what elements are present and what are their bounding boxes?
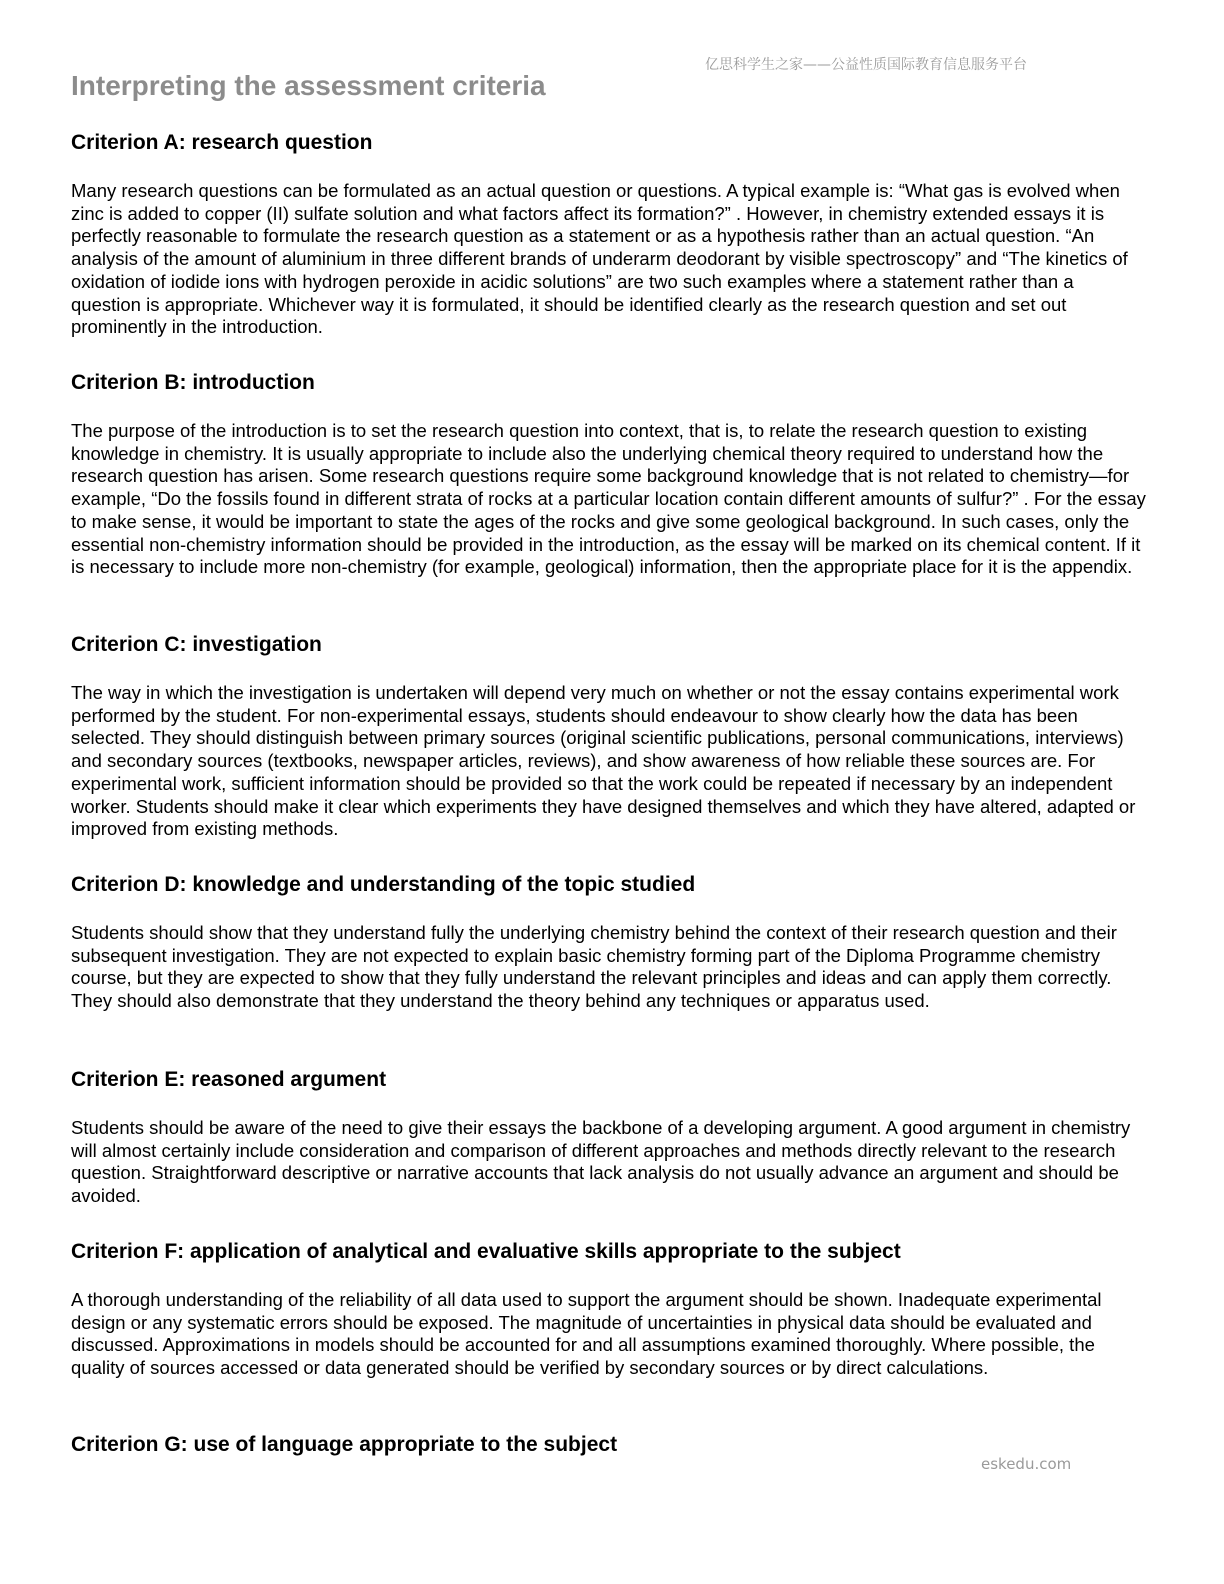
watermark-footer: eskedu.com	[981, 1455, 1072, 1473]
section-body: Students should show that they understand fully the underlying chemistry behind the context of their research question and their subsequent investigation. They are not expected to explain basic chemistry forming part of the Diploma Programme chemistry course, but they are expected to show that they fully understand the relevant principles and ideas and can apply them correctly. They should also demonstrate that they understand the theory behind any techniques or apparatus used.	[71, 922, 1117, 1012]
section-heading: Criterion D: knowledge and understanding of the topic studied	[71, 873, 696, 896]
section-body: The purpose of the introduction is to set the research question into context, that is, to relate the research question to existing knowledge in chemistry. It is usually appropriate to include also the underlying chemical theory required to understand how the research question has arisen. Some research questions require some background knowledge that is not related to chemistry—for example, “Do the fossils found in different strata of rocks at a particular location contain different amounts of sulfur?” . For the essay to make sense, it would be important to state the ages of the rocks and give some geological background. In such cases, only the essential non-chemistry information should be provided in the introduction, as the essay will be marked on its chemical content. If it is necessary to include more non-chemistry (for example, geological) information, then the appropriate place for it is the appendix.	[71, 420, 1146, 578]
section-heading: Criterion G: use of language appropriate to the subject	[71, 1433, 618, 1456]
section-criterion-b	[71, 370, 1146, 579]
section-criterion-e	[71, 1067, 1146, 1208]
section-criterion-d	[71, 872, 1146, 1013]
section-criterion-a	[71, 130, 1146, 339]
section-heading: Criterion E: reasoned argument	[71, 1068, 387, 1091]
section-heading: Criterion A: research question	[71, 131, 373, 154]
page-title: Interpreting the assessment criteria	[71, 70, 546, 101]
section-body: Students should be aware of the need to give their essays the backbone of a developing argument. A good argument in chemistry will almost certainly include consideration and comparison of different approaches and methods directly relevant to the research question. Straightforward descriptive or narrative accounts that lack analysis do not usually advance an argument and should be avoided.	[71, 1117, 1131, 1207]
section-heading: Criterion C: investigation	[71, 633, 322, 656]
section-criterion-c	[71, 632, 1146, 841]
section-body: A thorough understanding of the reliability of all data used to support the argument should be shown. Inadequate experimental design or any systematic errors should be exposed. The magnitude of uncertainties in physical data should be evaluated and discussed. Approximations in models should be accounted for and all assumptions examined thoroughly. Where possible, the quality of sources accessed or data generated should be verified by secondary sources or by direct calculations.	[71, 1289, 1102, 1379]
section-heading: Criterion F: application of analytical and evaluative skills appropriate to the subject	[71, 1240, 901, 1263]
section-criterion-f	[71, 1239, 1146, 1380]
section-heading: Criterion B: introduction	[71, 371, 315, 394]
watermark-header: 亿思科学生之家——公益性质国际教育信息服务平台	[705, 57, 1027, 73]
section-body: Many research questions can be formulated as an actual question or questions. A typical example is: “What gas is evolved when zinc is added to copper (II) sulfate solution and what factors affect its formation?” . However, in chemistry extended essays it is perfectly reasonable to formulate the research question as a statement or as a hypothesis rather than an actual question. “An analysis of the amount of aluminium in three different brands of underarm deodorant by visible spectroscopy” and “The kinetics of oxidation of iodide ions with hydrogen peroxide in acidic solutions” are two such examples where a statement rather than a question is appropriate. Whichever way it is formulated, it should be identified clearly as the research question and set out prominently in the introduction.	[71, 180, 1128, 338]
section-body: The way in which the investigation is undertaken will depend very much on whether or not the essay contains experimental work performed by the student. For non-experimental essays, students should endeavour to show clearly how the data has been selected. They should distinguish between primary sources (original scientific publications, personal communications, interviews) and secondary sources (textbooks, newspaper articles, reviews), and show awareness of how reliable these sources are. For experimental work, sufficient information should be provided so that the work could be repeated if necessary by an independent worker. Students should make it clear which experiments they have designed themselves and which they have altered, adapted or improved from existing methods.	[71, 682, 1136, 840]
